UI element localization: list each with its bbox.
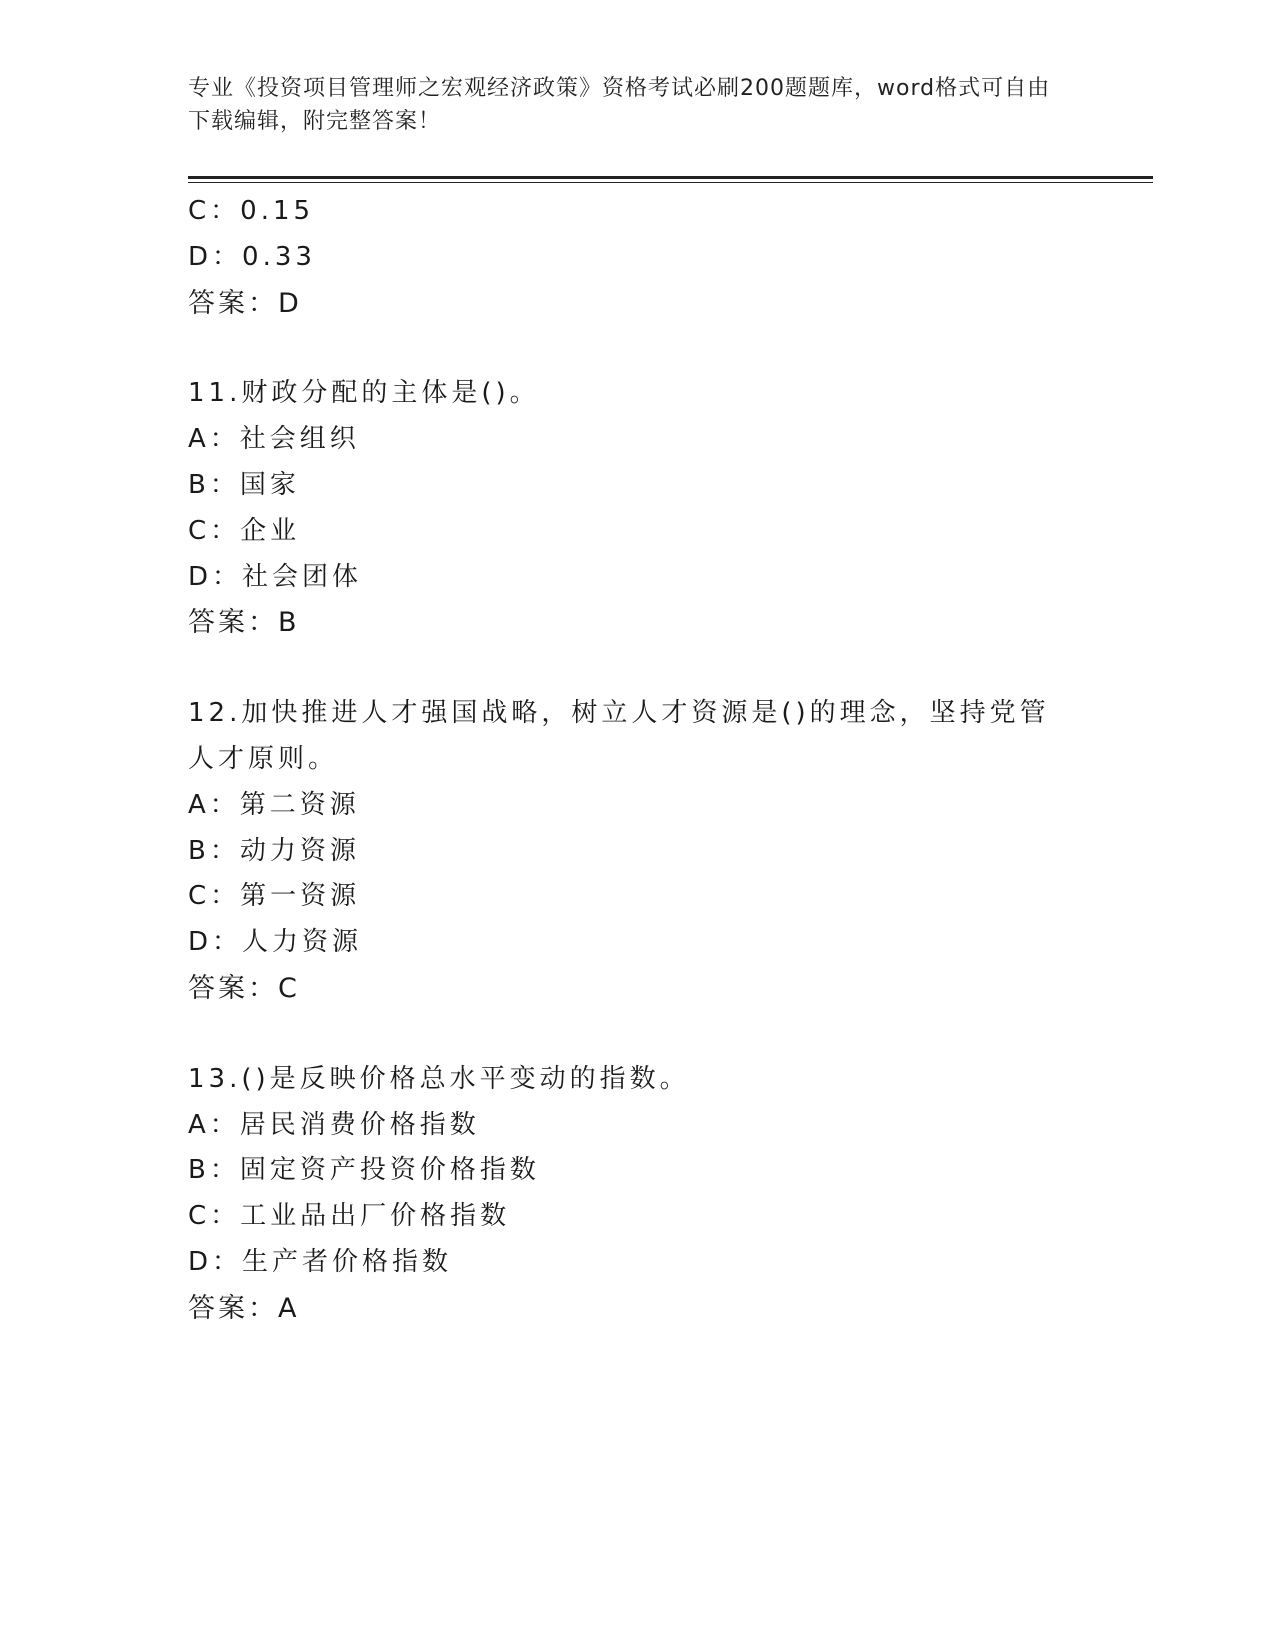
question-12	[188, 691, 1088, 1012]
answer: 答案：B	[188, 607, 300, 639]
option-b: B：动力资源	[188, 835, 360, 866]
question-stem: 13.()是反映价格总水平变动的指数。	[188, 1063, 690, 1094]
option-b: B：国家	[188, 469, 300, 500]
answer: 答案：D	[188, 287, 302, 319]
document-header: 专业《投资项目管理师之宏观经济政策》资格考试必刷200题题库，word格式可自由下载编辑，附完整答案！	[188, 76, 1051, 134]
option-c: C：企业	[188, 515, 301, 546]
option-a: A：社会组织	[188, 424, 360, 455]
option-a: A：第二资源	[188, 789, 360, 820]
question-13	[188, 1057, 1088, 1332]
option-b: B：固定资产投资价格指数	[188, 1155, 540, 1186]
option-d: D：人力资源	[188, 927, 363, 958]
spacer	[188, 1012, 1088, 1057]
question-list	[188, 189, 1088, 1332]
option-c: C：0.15	[188, 196, 315, 226]
option-c: C：工业品出厂价格指数	[188, 1201, 511, 1232]
header-divider-thick	[188, 176, 1153, 179]
option-a: A：居民消费价格指数	[188, 1109, 480, 1140]
question-10-partial	[188, 189, 1088, 326]
option-d: D：生产者价格指数	[188, 1246, 453, 1277]
option-d: D：社会团体	[188, 561, 363, 592]
answer: 答案：A	[188, 1292, 300, 1324]
question-stem: 11.财政分配的主体是()。	[188, 378, 540, 409]
spacer	[188, 646, 1088, 691]
question-11	[188, 371, 1088, 646]
spacer	[188, 326, 1088, 371]
option-c: C：第一资源	[188, 881, 361, 912]
question-stem: 12.加快推进人才强国战略，树立人才资源是()的理念，坚持党管人才原则。	[188, 698, 1050, 774]
header-divider-thin	[188, 182, 1153, 183]
answer: 答案：C	[188, 972, 300, 1004]
option-d: D：0.33	[188, 241, 316, 272]
